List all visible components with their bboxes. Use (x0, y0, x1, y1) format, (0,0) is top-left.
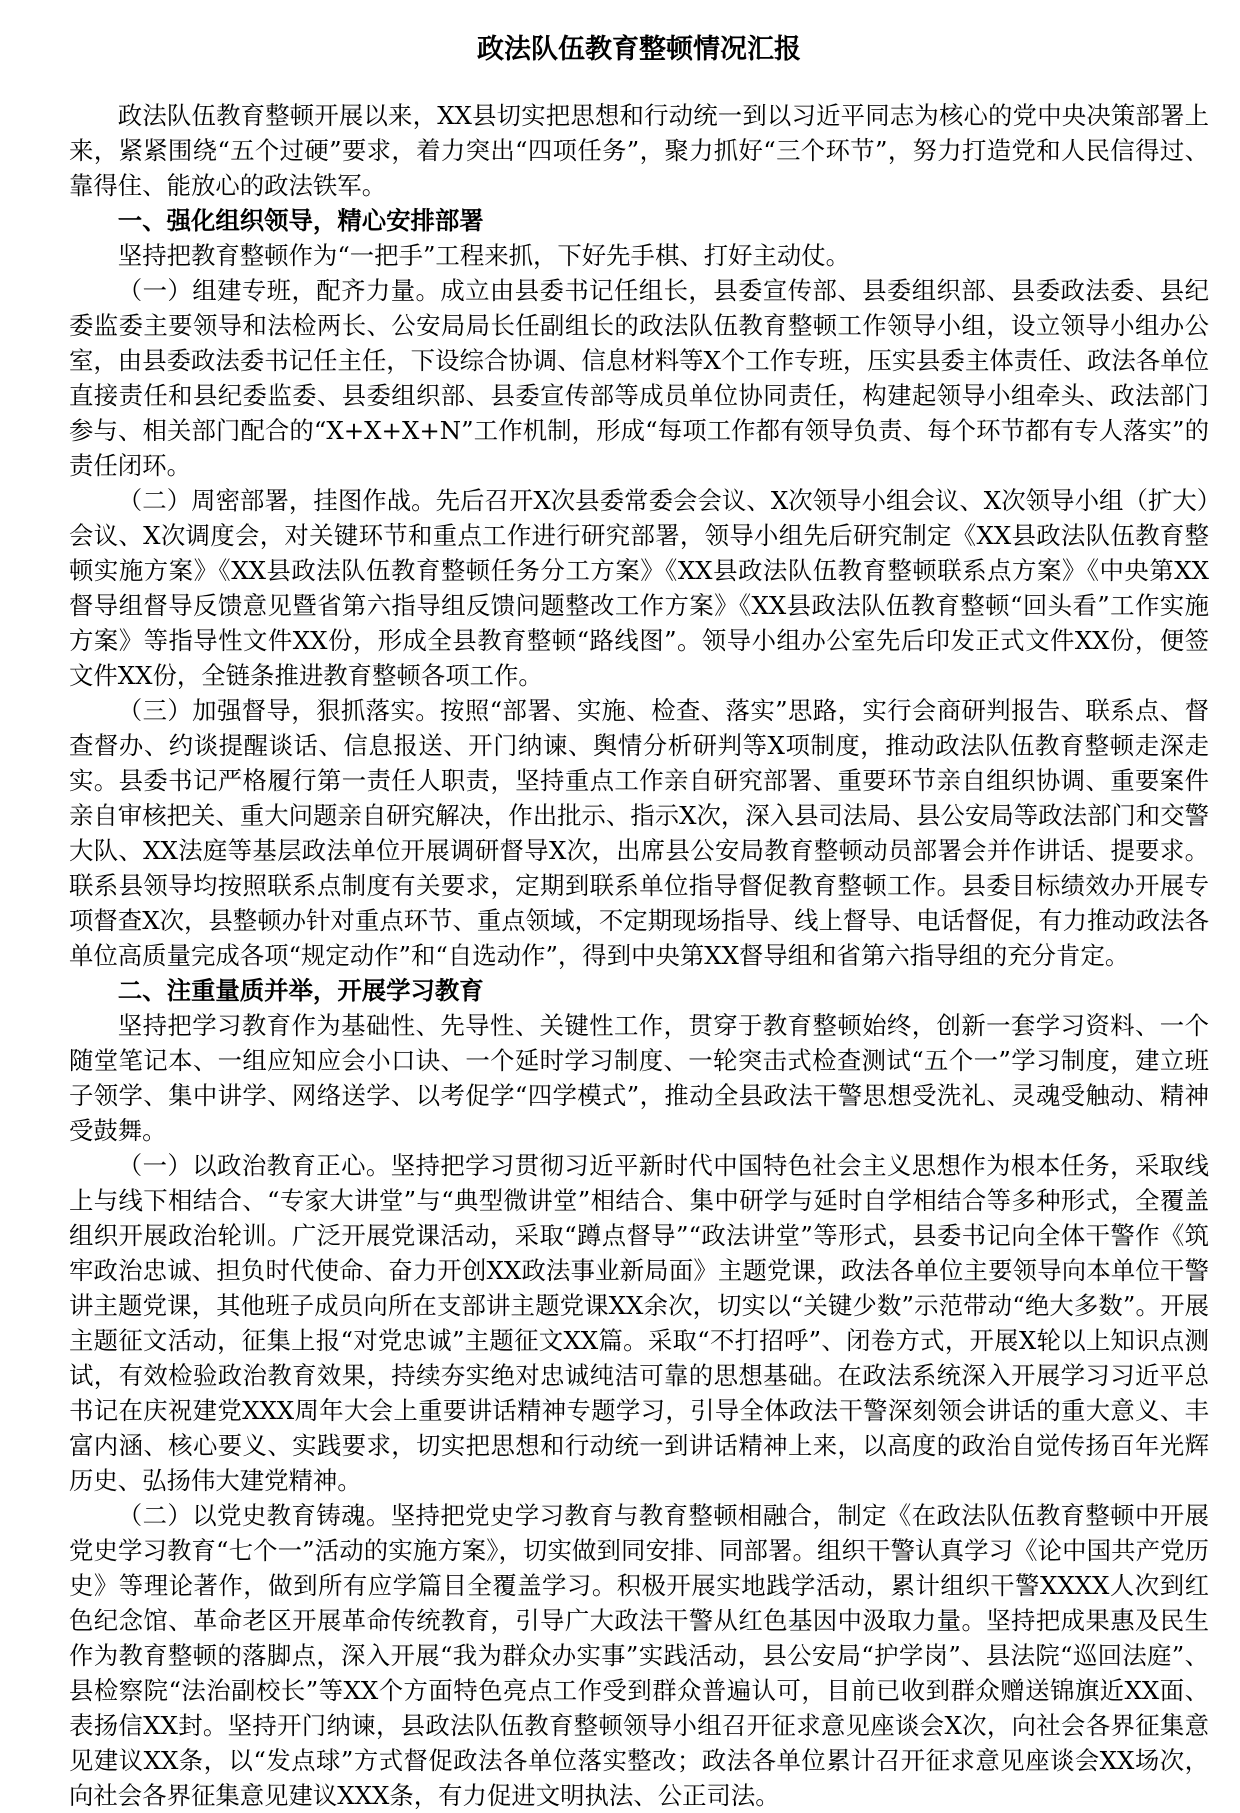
document-page (69, 32, 1209, 1813)
intro-paragraph: 政法队伍教育整顿开展以来，XX县切实把思想和行动统一到以习近平同志为核心的党中央决策部署上来，紧紧围绕“五个过硬”要求，着力突出“四项任务”，聚力抓好“三个环节”，努力打造党和人民信得过、靠得住、能放心的政法铁军。 (69, 101, 1209, 200)
section-2-paragraph-2: （二）以党史教育铸魂。坚持把党史学习教育与教育整顿相融合，制定《在政法队伍教育整顿中开展党史学习教育“七个一”活动的实施方案》，切实做到同安排、同部署。组织干警认真学习《论中国共产党历史》等理论著作，做到所有应学篇目全覆盖学习。积极开展实地践学活动，累计组织干警XXXX人次到红色纪念馆、革命老区开展革命传统教育，引导广大政法干警从红色基因中汲取力量。坚持把成果惠及民生作为教育整顿的落脚点，深入开展“我为群众办实事”实践活动，县公安局“护学岗”、县法院“巡回法庭”、县检察院“法治副校长”等XX个方面特色亮点工作受到群众普遍认可，目前已收到群众赠送锦旗近XX面、表扬信XX封。坚持开门纳谏，县政法队伍教育整顿领导小组召开征求意见座谈会X次，向社会各界征集意见建议XX条，以“发点球”方式督促政法各单位落实整改；政法各单位累计召开征求意见座谈会XX场次，向社会各界征集意见建议XXX条，有力促进文明执法、公正司法。 (69, 1501, 1209, 1810)
section-1-heading: 一、强化组织领导，精心安排部署 (117, 206, 484, 235)
section-1-lead: 坚持把教育整顿作为“一把手”工程来抓，下好先手棋、打好主动仗。 (117, 241, 851, 270)
section-2-lead: 坚持把学习教育作为基础性、先导性、关键性工作，贯穿于教育整顿始终，创新一套学习资料、一个随堂笔记本、一组应知应会小口诀、一个延时学习制度、一轮突击式检查测试“五个一”学习制度，建立班子领学、集中讲学、网络送学、以考促学“四学模式”，推动全县政法干警思想受洗礼、灵魂受触动、精神受鼓舞。 (69, 1011, 1209, 1145)
section-1-paragraph-2: （二）周密部署，挂图作战。先后召开X次县委常委会会议、X次领导小组会议、X次领导小组（扩大）会议、X次调度会，对关键环节和重点工作进行研究部署，领导小组先后研究制定《XX县政法队伍教育整顿实施方案》《XX县政法队伍教育整顿任务分工方案》《XX县政法队伍教育整顿联系点方案》《中央第XX督导组督导反馈意见暨省第六指导组反馈问题整改工作方案》《XX县政法队伍教育整顿“回头看”工作实施方案》等指导性文件XX份，形成全县教育整顿“路线图”。领导小组办公室先后印发正式文件XX份，便签文件XX份，全链条推进教育整顿各项工作。 (69, 486, 1209, 690)
section-2-paragraph-1: （一）以政治教育正心。坚持把学习贯彻习近平新时代中国特色社会主义思想作为根本任务，采取线上与线下相结合、“专家大讲堂”与“典型微讲堂”相结合、集中研学与延时自学相结合等多种形式，全覆盖组织开展政治轮训。广泛开展党课活动，采取“蹲点督导”“政法讲堂”等形式，县委书记向全体干警作《筑牢政治忠诚、担负时代使命、奋力开创XX政法事业新局面》主题党课，政法各单位主要领导向本单位干警讲主题党课，其他班子成员向所在支部讲主题党课XX余次，切实以“关键少数”示范带动“绝大多数”。开展主题征文活动，征集上报“对党忠诚”主题征文XX篇。采取“不打招呼”、闭卷方式，开展X轮以上知识点测试，有效检验政治教育效果，持续夯实绝对忠诚纯洁可靠的思想基础。在政法系统深入开展学习习近平总书记在庆祝建党XXX周年大会上重要讲话精神专题学习，引导全体政法干警深刻领会讲话的重大意义、丰富内涵、核心要义、实践要求，切实把思想和行动统一到讲话精神上来，以高度的政治自觉传扬百年光辉历史、弘扬伟大建党精神。 (69, 1151, 1209, 1495)
section-2 (69, 973, 1209, 1813)
section-2-heading: 二、注重量质并举，开展学习教育 (117, 976, 484, 1005)
section-1 (69, 203, 1209, 973)
section-1-paragraph-3: （三）加强督导，狠抓落实。按照“部署、实施、检查、落实”思路，实行会商研判报告、联系点、督查督办、约谈提醒谈话、信息报送、开门纳谏、舆情分析研判等X项制度，推动政法队伍教育整顿走深走实。县委书记严格履行第一责任人职责，坚持重点工作亲自研究部署、重要环节亲自组织协调、重要案件亲自审核把关、重大问题亲自研究解决，作出批示、指示X次，深入县司法局、县公安局等政法部门和交警大队、XX法庭等基层政法单位开展调研督导X次，出席县公安局教育整顿动员部署会并作讲话、提要求。联系县领导均按照联系点制度有关要求，定期到联系单位指导督促教育整顿工作。县委目标绩效办开展专项督查X次，县整顿办针对重点环节、重点领域，不定期现场指导、线上督导、电话督促，有力推动政法各单位高质量完成各项“规定动作”和“自选动作”，得到中央第XX督导组和省第六指导组的充分肯定。 (69, 696, 1209, 970)
section-1-paragraph-1: （一）组建专班，配齐力量。成立由县委书记任组长，县委宣传部、县委组织部、县委政法委、县纪委监委主要领导和法检两长、公安局局长任副组长的政法队伍教育整顿工作领导小组，设立领导小组办公室，由县委政法委书记任主任，下设综合协调、信息材料等X个工作专班，压实县委主体责任、政法各单位直接责任和县纪委监委、县委组织部、县委宣传部等成员单位协同责任，构建起领导小组牵头、政法部门参与、相关部门配合的“X+X+X+N”工作机制，形成“每项工作都有领导负责、每个环节都有专人落实”的责任闭环。 (69, 276, 1209, 480)
document-title: 政法队伍教育整顿情况汇报 (477, 34, 801, 65)
